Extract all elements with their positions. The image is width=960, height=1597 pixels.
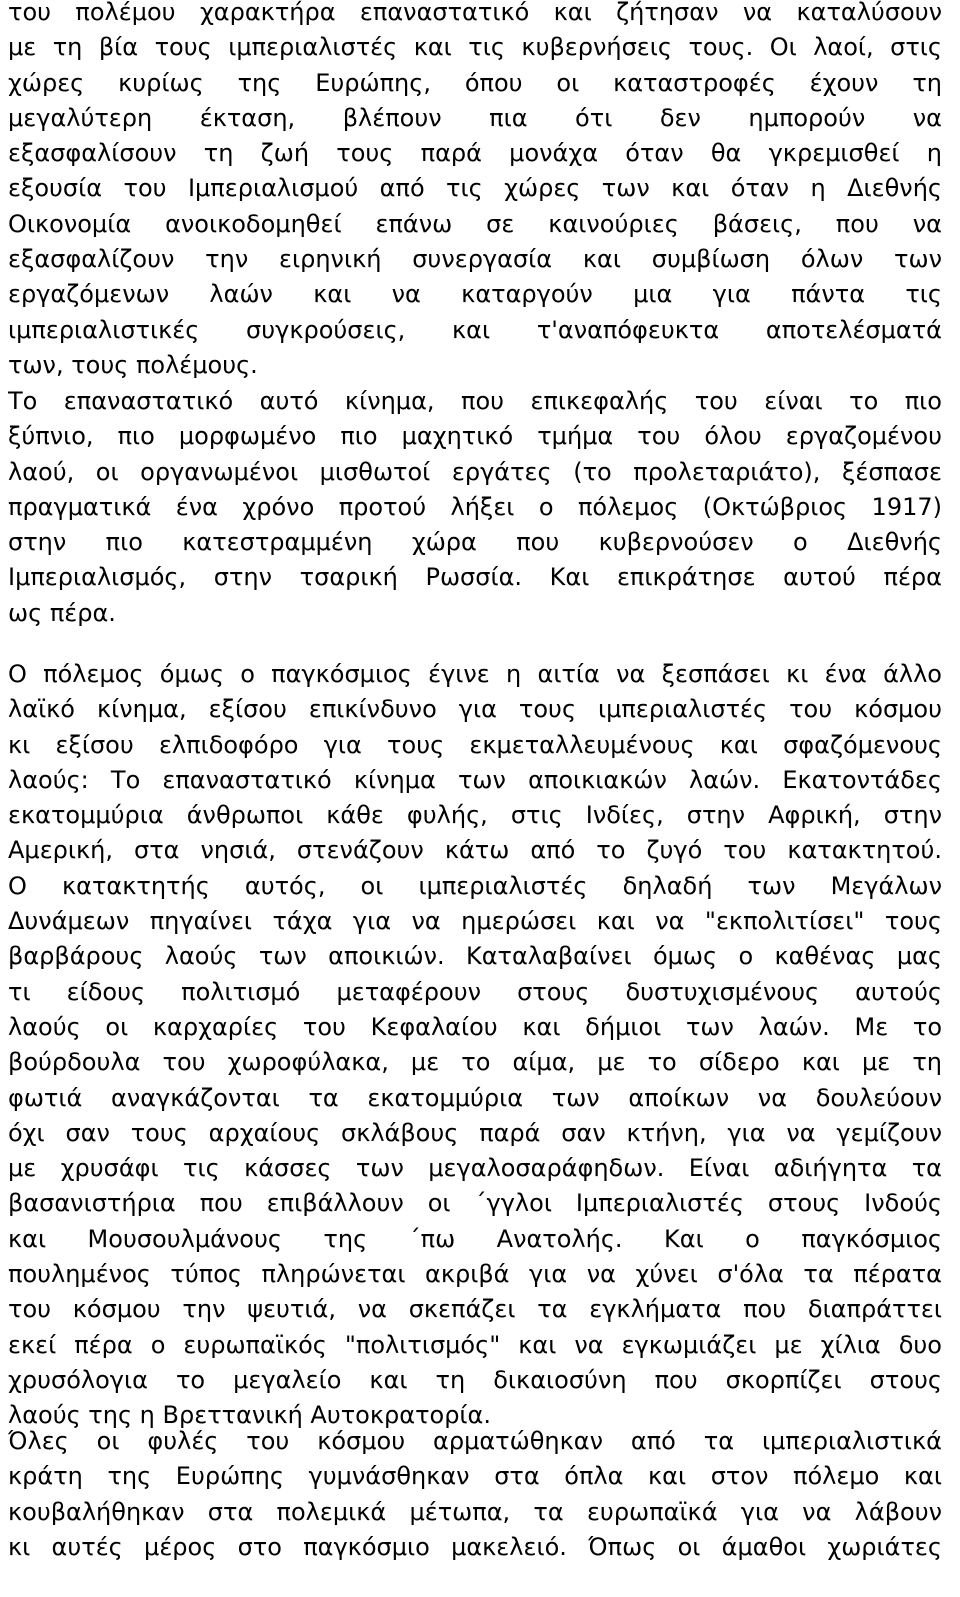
text-line: ιμπεριαλιστικές συγκρούσεις, και τ'αναπόφευκτα αποτελέσματά [8,315,942,344]
text-line: λαούς οι καρχαρίες του Κεφαλαίου και δήμιοι των λαών. Με το [8,1012,942,1041]
text-line: Δυνάμεων πηγαίνει τάχα για να ημερώσει και να "εκπολιτίσει" τους [8,907,942,936]
paragraph-2 [8,384,942,631]
text-line: ως πέρα. [8,598,116,627]
text-line: πουλημένος τύπος πληρώνεται ακριβά για να χύνει σ'όλα τα πέρατα [8,1260,942,1289]
text-line: λαούς της η Βρεττανική Αυτοκρατορία. [8,1401,491,1430]
text-line: πραγματικά ένα χρόνο προτού λήξει ο πόλεμος (Οκτώβριος 1917) [8,492,942,521]
text-line: βασανιστήρια που επιβάλλουν οι ΄γγλοι Ιμπεριαλιστές στους Ινδούς [8,1189,942,1218]
text-line: εκατομμύρια άνθρωποι κάθε φυλής, στις Ινδίες, στην Αφρική, στην [8,801,942,830]
paragraph-1 [8,0,942,383]
text-line: όχι σαν τους αρχαίους σκλάβους παρά σαν κτήνη, για να γεμίζουν [8,1118,942,1147]
text-line: βαρβάρους λαούς των αποικιών. Καταλαβαίνει όμως ο καθένας μας [8,942,942,971]
text-line: χρυσόλογια το μεγαλείο και τη δικαιοσύνη που σκορπίζει στους [8,1365,942,1394]
text-line: Οικονομία ανοικοδομηθεί επάνω σε καινούριες βάσεις, που να [8,209,942,238]
text-line: λαϊκό κίνημα, εξίσου επικίνδυνο για τους ιμπεριαλιστές του κόσμου [8,695,942,724]
text-line: εξασφαλίζουν την ειρηνική συνεργασία και συμβίωση όλων των [8,245,942,274]
text-line: κράτη της Ευρώπης γυμνάσθηκαν στα όπλα και στον πόλεμο και [8,1462,942,1491]
text-line: εξουσία του Ιμπεριαλισμού από τις χώρες των και όταν η Διεθνής [8,174,942,203]
text-line: του κόσμου την ψευτιά, να σκεπάζει τα εγκλήματα που διαπράττει [8,1295,942,1324]
text-line: τι είδους πολιτισμό μεταφέρουν στους δυστυχισμένους αυτούς [8,977,942,1006]
text-line: με χρυσάφι τις κάσσες των μεγαλοσαράφηδων. Είναι αδιήγητα τα [8,1154,942,1183]
text-line: λαούς: Το επαναστατικό κίνημα των αποικιακών λαών. Εκατοντάδες [8,765,942,794]
text-line: Όλες οι φυλές του κόσμου αρματώθηκαν από τα ιμπεριαλιστικά [8,1427,942,1455]
text-line: κι εξίσου ελπιδοφόρο για τους εκμεταλλευμένους και σφαζόμενους [8,730,942,759]
text-line: φωτιά αναγκάζονται τα εκατομμύρια των αποίκων να δουλεύουν [8,1083,942,1112]
text-line: εκεί πέρα ο ευρωπαϊκός "πολιτισμός" και να εγκωμιάζει με χίλια δυο [8,1330,942,1359]
text-line: λαού, οι οργανωμένοι μισθωτοί εργάτες (το προλεταριάτο), ξέσπασε [8,457,942,486]
text-line: Αμερική, στα νησιά, στενάζουν κάτω από το ζυγό του κατακτητού. [8,836,942,865]
text-line: Ο πόλεμος όμως ο παγκόσμιος έγινε η αιτία να ξεσπάσει κι ένα άλλο [8,660,942,688]
text-line: με τη βία τους ιμπεριαλιστές και τις κυβερνήσεις τους. Οι λαοί, στις [8,33,942,62]
text-line: Το επαναστατικό αυτό κίνημα, που επικεφαλής του είναι το πιο [8,387,942,415]
text-line: των, τους πολέμους. [8,350,258,379]
text-line: κουβαλήθηκαν στα πολεμικά μέτωπα, τα ευρωπαϊκά για να λάβουν [8,1497,942,1526]
text-line: στην πιο κατεστραμμένη χώρα που κυβερνούσεν ο Διεθνής [8,528,942,557]
text-line: μεγαλύτερη έκταση, βλέπουν πια ότι δεν ημπορούν να [8,103,942,132]
text-line: εξασφαλίσουν τη ζωή τους παρά μονάχα όταν θα γκρεμισθεί η [8,139,942,168]
text-line: βούρδουλα του χωροφύλακα, με το αίμα, με το σίδερο και με τη [8,1048,942,1077]
paragraph-4 [8,1424,942,1565]
text-line: κι αυτές μέρος στο παγκόσμιο μακελειό. Όπως οι άμαθοι χωριάτες [8,1532,942,1561]
text-line: Ο κατακτητής αυτός, οι ιμπεριαλιστές δηλαδή των Μεγάλων [8,871,942,900]
text-line: ξύπνιο, πιο μορφωμένο πιο μαχητικό τμήμα του όλου εργαζομένου [8,422,942,451]
text-line: Ιμπεριαλισμός, στην τσαρική Ρωσσία. Και επικράτησε αυτού πέρα [8,563,942,592]
text-line: χώρες κυρίως της Ευρώπης, όπου οι καταστροφές έχουν τη [8,68,942,97]
text-line: του πολέμου χαρακτήρα επαναστατικό και ζήτησαν να καταλύσουν [8,0,942,26]
text-line: εργαζόμενων λαών και να καταργούν μια για πάντα τις [8,280,942,309]
paragraph-3 [8,657,942,1434]
text-line: και Μουσουλμάνους της ΄πω Ανατολής. Και ο παγκόσμιος [8,1224,942,1253]
